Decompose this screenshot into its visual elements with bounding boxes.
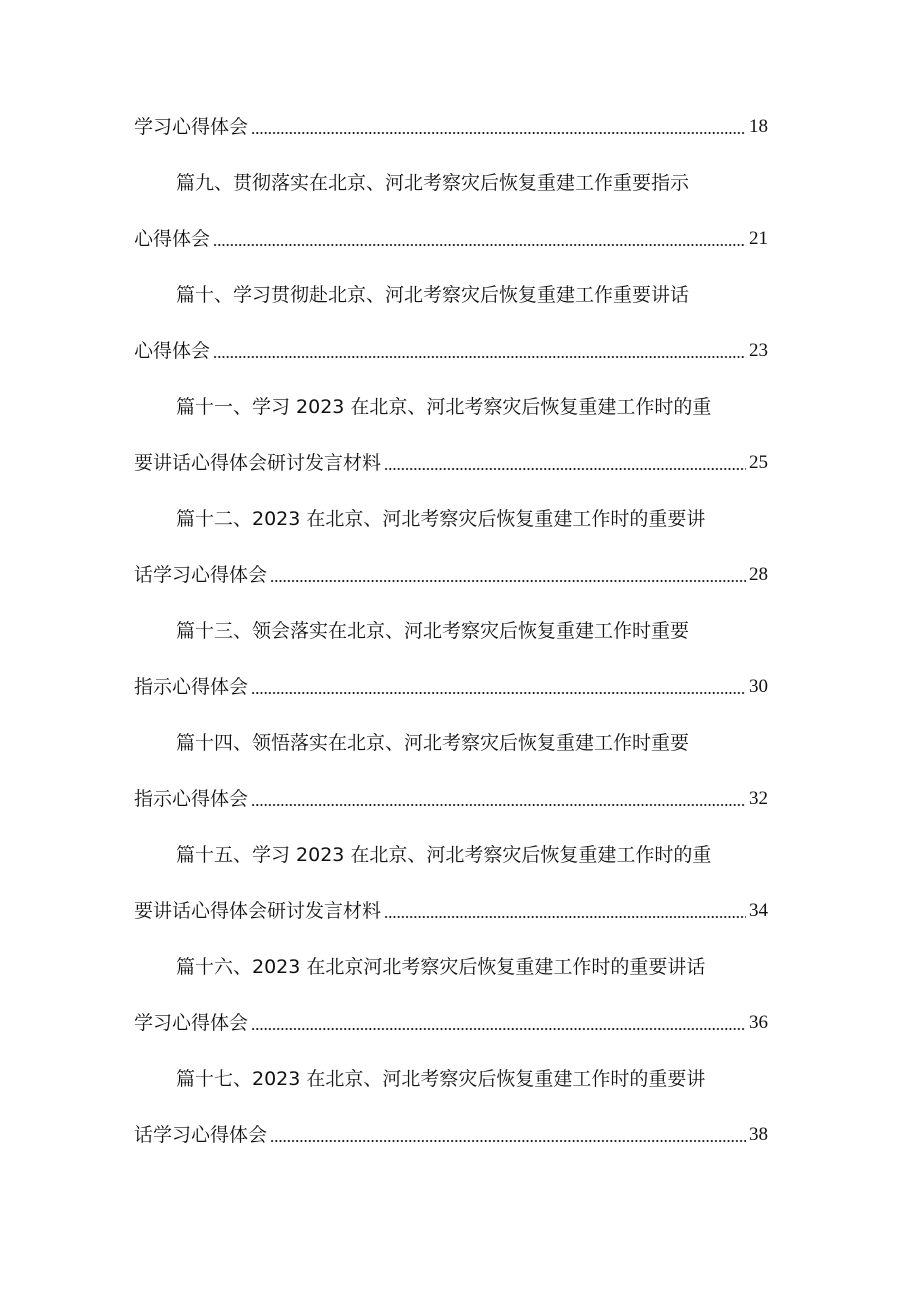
toc-entry[interactable] bbox=[134, 1120, 768, 1150]
toc-entry[interactable] bbox=[134, 560, 768, 590]
toc-entry-heading[interactable]: 篇十四、领悟落实在北京、河北考察灾后恢复重建工作时重要 bbox=[176, 732, 690, 754]
toc-page-number: 38 bbox=[749, 1124, 768, 1145]
toc-entry-heading[interactable]: 篇十二、2023 在北京、河北考察灾后恢复重建工作时的重要讲 bbox=[176, 508, 706, 530]
dot-leader bbox=[213, 243, 746, 247]
toc-page-number: 18 bbox=[749, 116, 768, 137]
toc-entry-title: 指示心得体会 bbox=[134, 788, 249, 810]
dot-leader bbox=[384, 915, 746, 919]
toc-entry-continued[interactable] bbox=[134, 112, 768, 142]
toc-entry-title: 心得体会 bbox=[134, 340, 211, 362]
toc-entry-heading[interactable]: 篇九、贯彻落实在北京、河北考察灾后恢复重建工作重要指示 bbox=[176, 172, 690, 194]
dot-leader bbox=[384, 467, 746, 471]
toc-entry-heading[interactable]: 篇十三、领会落实在北京、河北考察灾后恢复重建工作时重要 bbox=[176, 620, 690, 642]
toc-entry-title: 心得体会 bbox=[134, 228, 211, 250]
toc-entry-title: 话学习心得体会 bbox=[134, 1124, 268, 1146]
dot-leader bbox=[213, 355, 746, 359]
dot-leader bbox=[270, 1139, 746, 1143]
toc-entry[interactable] bbox=[134, 448, 768, 478]
toc-entry[interactable] bbox=[134, 672, 768, 702]
toc-page-number: 28 bbox=[749, 564, 768, 585]
toc-page-number: 32 bbox=[749, 788, 768, 809]
toc-entry-heading[interactable]: 篇十五、学习 2023 在北京、河北考察灾后恢复重建工作时的重 bbox=[176, 844, 712, 866]
toc-entry-title: 要讲话心得体会研讨发言材料 bbox=[134, 900, 382, 922]
toc-entry[interactable] bbox=[134, 784, 768, 814]
toc-page-number: 34 bbox=[749, 900, 768, 921]
toc-entry-title: 指示心得体会 bbox=[134, 676, 249, 698]
toc-entry[interactable] bbox=[134, 896, 768, 926]
toc-entry-heading[interactable]: 篇十七、2023 在北京、河北考察灾后恢复重建工作时的重要讲 bbox=[176, 1068, 706, 1090]
toc-entry-title: 学习心得体会 bbox=[134, 1012, 249, 1034]
toc-entry-heading[interactable]: 篇十、学习贯彻赴北京、河北考察灾后恢复重建工作重要讲话 bbox=[176, 284, 690, 306]
toc-entry-heading[interactable]: 篇十六、2023 在北京河北考察灾后恢复重建工作时的重要讲话 bbox=[176, 956, 706, 978]
toc-entry-title: 话学习心得体会 bbox=[134, 564, 268, 586]
dot-leader bbox=[251, 1027, 746, 1031]
dot-leader bbox=[251, 803, 746, 807]
toc-entry-title: 要讲话心得体会研讨发言材料 bbox=[134, 452, 382, 474]
toc-page-number: 25 bbox=[749, 452, 768, 473]
dot-leader bbox=[270, 579, 746, 583]
dot-leader bbox=[251, 131, 746, 135]
toc-page-number: 21 bbox=[749, 228, 768, 249]
toc-page-number: 36 bbox=[749, 1012, 768, 1033]
toc-entry[interactable] bbox=[134, 336, 768, 366]
toc-page-number: 23 bbox=[749, 340, 768, 361]
toc-entry-title: 学习心得体会 bbox=[134, 116, 249, 138]
toc-page-number: 30 bbox=[749, 676, 768, 697]
dot-leader bbox=[251, 691, 746, 695]
toc-entry[interactable] bbox=[134, 1008, 768, 1038]
toc-entry-heading[interactable]: 篇十一、学习 2023 在北京、河北考察灾后恢复重建工作时的重 bbox=[176, 396, 712, 418]
toc-entry[interactable] bbox=[134, 224, 768, 254]
